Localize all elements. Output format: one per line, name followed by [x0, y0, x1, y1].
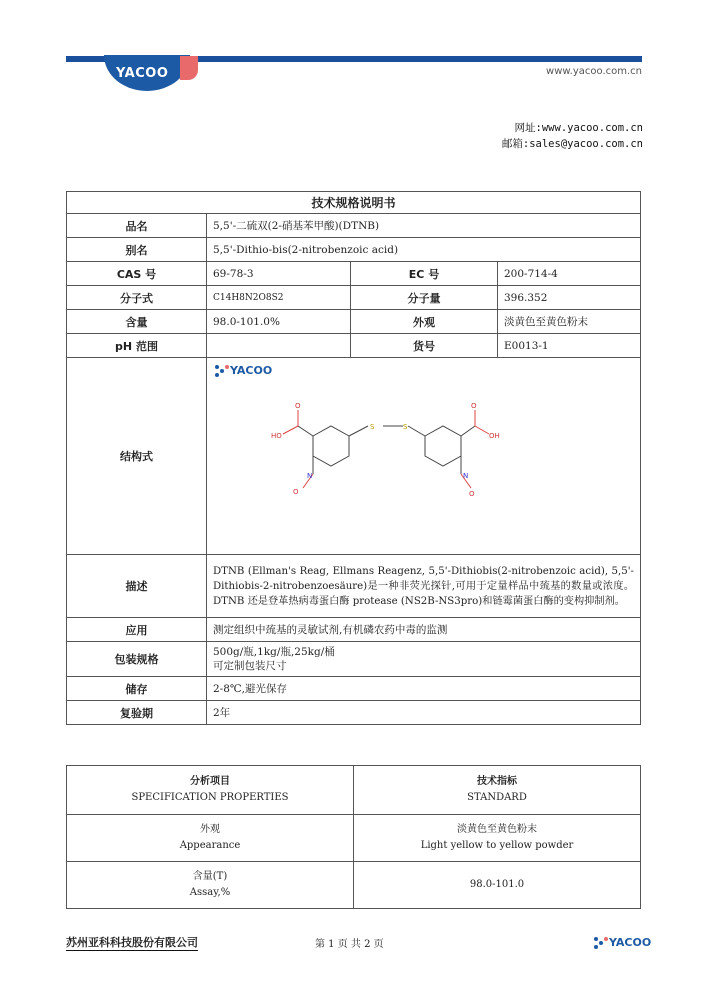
catalog-label: 货号	[351, 334, 498, 358]
svg-text:S: S	[370, 423, 375, 431]
svg-text:O: O	[469, 490, 475, 498]
logo-accent	[180, 56, 198, 80]
assay-std: 98.0-101.0	[354, 862, 641, 909]
svg-text:OH: OH	[489, 432, 500, 440]
svg-text:O: O	[293, 488, 299, 496]
mw-label: 分子量	[351, 286, 498, 310]
footer-logo: YACOO	[594, 936, 651, 949]
name-label: 品名	[67, 214, 207, 238]
desc-value: DTNB (Ellman's Reag, Ellmans Reagenz, 5,5'-Dithiobis(2-nitrobenzoic acid), 5,5'-Dithiobis-2-nitrobenzoesäure)是一种非荧光探针,可用于定量样品中巯基的数量或浓度。DTNB 还是登革热病毒蛋白酶 protease (NS2B-NS3pro)和链霉菌蛋白酶的变构抑制剂。	[207, 555, 641, 618]
formula-label: 分子式	[67, 286, 207, 310]
retest-label: 复验期	[67, 701, 207, 725]
page-number: 第 1 页 共 2 页	[315, 939, 384, 950]
svg-text:N: N	[307, 472, 313, 480]
contact-block	[502, 120, 643, 152]
website-line: 网址:www.yacoo.com.cn	[514, 122, 643, 134]
logo-text: YACOO	[116, 66, 169, 81]
alias-label: 别名	[67, 238, 207, 262]
storage-label: 储存	[67, 677, 207, 701]
cas-label: CAS 号	[67, 262, 207, 286]
appearance-std: 淡黄色至黄色粉末 Light yellow to yellow powder	[354, 815, 641, 862]
svg-text:S: S	[403, 423, 408, 431]
logo-dots-icon	[215, 365, 229, 377]
pack-value: 500g/瓶,1kg/瓶,25kg/桶 可定制包装尺寸	[207, 642, 641, 677]
mw-value: 396.352	[498, 286, 641, 310]
site-url: www.yacoo.com.cn	[546, 66, 642, 77]
name-value: 5,5'-二硫双(2-硝基苯甲酸)(DTNB)	[207, 214, 641, 238]
structure-cell	[207, 358, 641, 555]
assay-prop: 含量(T) Assay,%	[67, 862, 354, 909]
ph-value	[207, 334, 351, 358]
ec-label: EC 号	[351, 262, 498, 286]
svg-text:N: N	[463, 472, 469, 480]
desc-label: 描述	[67, 555, 207, 618]
cas-value: 69-78-3	[207, 262, 351, 286]
retest-value: 2年	[207, 701, 641, 725]
appearance-value: 淡黄色至黄色粉末	[498, 310, 641, 334]
svg-text:O: O	[471, 402, 477, 410]
footer-logo-icon	[594, 937, 608, 949]
col2-header: 技术指标 STANDARD	[354, 766, 641, 815]
ec-value: 200-714-4	[498, 262, 641, 286]
pack-label: 包装规格	[67, 642, 207, 677]
spec-table	[66, 191, 641, 725]
col1-header: 分析项目 SPECIFICATION PROPERTIES	[67, 766, 354, 815]
appearance-prop: 外观 Appearance	[67, 815, 354, 862]
email-line: 邮箱:sales@yacoo.com.cn	[501, 138, 643, 150]
appearance-label: 外观	[351, 310, 498, 334]
structure-label: 结构式	[67, 358, 207, 555]
catalog-value: E0013-1	[498, 334, 641, 358]
structure-logo: YACOO	[215, 364, 272, 377]
use-value: 测定组织中巯基的灵敏试剂,有机磷农药中毒的监测	[207, 618, 641, 642]
svg-text:HO: HO	[271, 432, 282, 440]
storage-value: 2-8℃,避光保存	[207, 677, 641, 701]
content-value: 98.0-101.0%	[207, 310, 351, 334]
analysis-table	[66, 765, 641, 909]
dtnb-structure	[253, 398, 513, 508]
svg-text:O: O	[295, 402, 301, 410]
spec-title: 技术规格说明书	[67, 192, 641, 214]
alias-value: 5,5'-Dithio-bis(2-nitrobenzoic acid)	[207, 238, 641, 262]
formula-value: C14H8N2O8S2	[207, 286, 351, 310]
company-name: 苏州亚科科技股份有限公司	[66, 936, 198, 949]
ph-label: pH 范围	[67, 334, 207, 358]
content-label: 含量	[67, 310, 207, 334]
use-label: 应用	[67, 618, 207, 642]
